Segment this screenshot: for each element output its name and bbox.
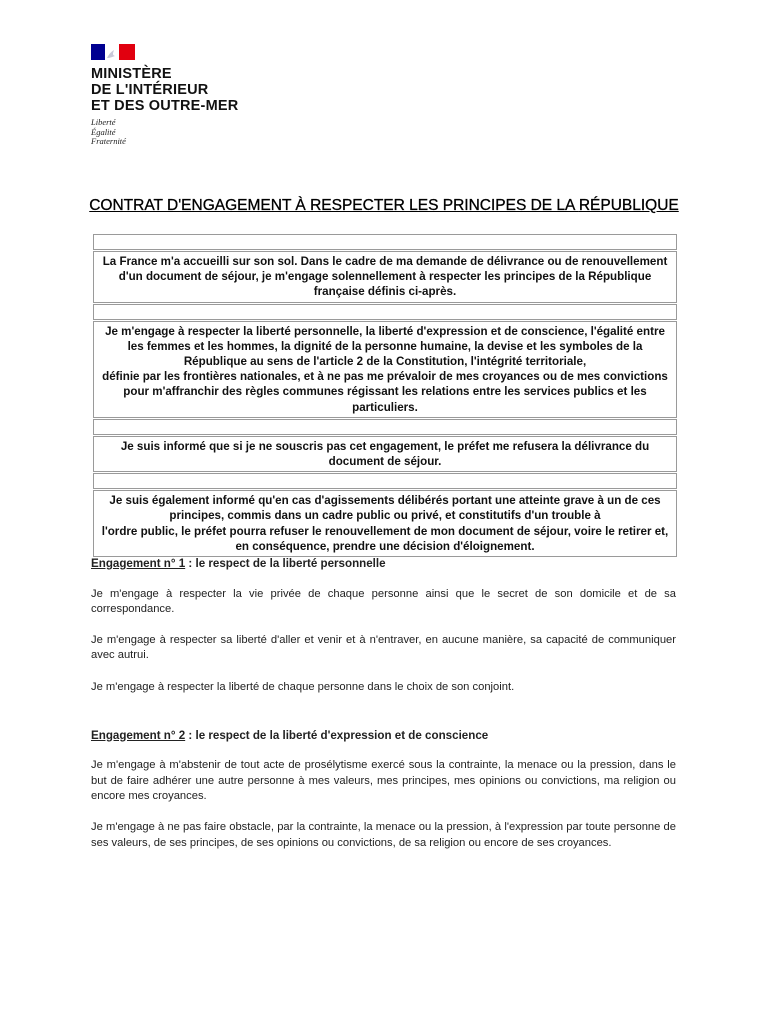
ministry-logo [91, 44, 238, 147]
title-tail: RÉPUBLIQUE [578, 197, 679, 214]
document-title [0, 197, 768, 215]
engagement-2-paragraph: Je m'engage à m'abstenir de tout acte de prosélytisme exercé sous la contrainte, la menace ou la pression, dans le but de faire adhérer une autre personne à mes valeurs, mes principes, mes opinions ou convictions, ma religion ou encore mes croyances. [91, 759, 676, 803]
intro-table [93, 234, 677, 558]
marianne-flag-icon [91, 44, 135, 60]
engagement-1-label: Engagement n° 1 [91, 557, 186, 570]
sanction-box [93, 490, 677, 557]
engagements-body [91, 556, 676, 851]
ministry-name [91, 66, 238, 114]
ministry-line-2: DE L'INTÉRIEUR [91, 82, 209, 98]
table-spacer-row [93, 304, 677, 320]
republic-motto [91, 118, 238, 147]
engagement-2-title: : le respect de la liberté d'expression et de conscience [185, 728, 489, 742]
engagement-1-heading [91, 556, 676, 572]
engagement-1-paragraph: Je m'engage à respecter la liberté de chaque personne dans le choix de son conjoint. [91, 680, 515, 693]
table-spacer-row [93, 419, 677, 435]
engagement-1-paragraph: Je m'engage à respecter sa liberté d'aller et venir et à n'entraver, en aucune manière, sa capacité de communiquer avec autrui. [91, 633, 676, 662]
table-spacer-row [93, 234, 677, 250]
intro-box [93, 251, 677, 303]
engagement-1-paragraph: Je m'engage à respecter la vie privée de chaque personne ainsi que le secret de son domicile et de sa correspondance. [91, 587, 676, 616]
motto-egalite: Égalité [91, 126, 116, 137]
engagement-2-heading [91, 728, 676, 744]
refusal-text: Je suis informé que si je ne souscris pas cet engagement, le préfet me refusera la délivrance du document de séjour. [120, 439, 650, 469]
principles-text-1: Je m'engage à respecter la liberté personnelle, la liberté d'expression et de conscience, l'égalité entre les femmes et les hommes, la dignité de la personne humaine, la devise et les symboles de la République au sens de l'article 2 de la Constitution, l'intégrité territoriale, [105, 324, 665, 369]
sanction-text-1: Je suis également informé qu'en cas d'agissements délibérés portant une atteinte grave à un de ces principes, commis dans un cadre public ou privé, et constitutifs d'un trouble à [109, 494, 661, 523]
principles-text-2: définie par les frontières nationales, et à ne pas me prévaloir de mes croyances ou de mes convictions pour m'affranchir des règles communes régissant les relations entre les services publics et les particuliers. [102, 370, 668, 414]
engagement-1-title: : le respect de la liberté personnelle [185, 557, 386, 570]
motto-liberte: Liberté [91, 117, 116, 127]
motto-fraternite: Fraternité [91, 136, 126, 146]
engagement-2-label: Engagement n° 2 [91, 728, 186, 742]
title-main: CONTRAT D'ENGAGEMENT À RESPECTER LES PRINCIPES DE LA [89, 197, 575, 214]
table-spacer-row [93, 473, 677, 489]
engagement-2-paragraph: Je m'engage à ne pas faire obstacle, par la contrainte, la menace ou la pression, à l'expression par toute personne de ses valeurs, de ses principes, de ses opinions ou convictions, de sa religion ou encore de ses croyances. [91, 820, 676, 849]
refusal-box [93, 436, 677, 472]
principles-box [93, 321, 677, 418]
sanction-text-2: l'ordre public, le préfet pourra refuser le renouvellement de mon document de séjour, voire le retirer et, en conséquence, prendre une décision d'éloignement. [101, 524, 669, 553]
ministry-line-1: MINISTÈRE [91, 66, 172, 82]
ministry-line-3: ET DES OUTRE-MER [91, 98, 239, 114]
intro-text: La France m'a accueilli sur son sol. Dans le cadre de ma demande de délivrance ou de renouvellement d'un document de séjour, je m'engage solennellement à respecter les principes de la République française définis ci-après. [102, 255, 668, 299]
